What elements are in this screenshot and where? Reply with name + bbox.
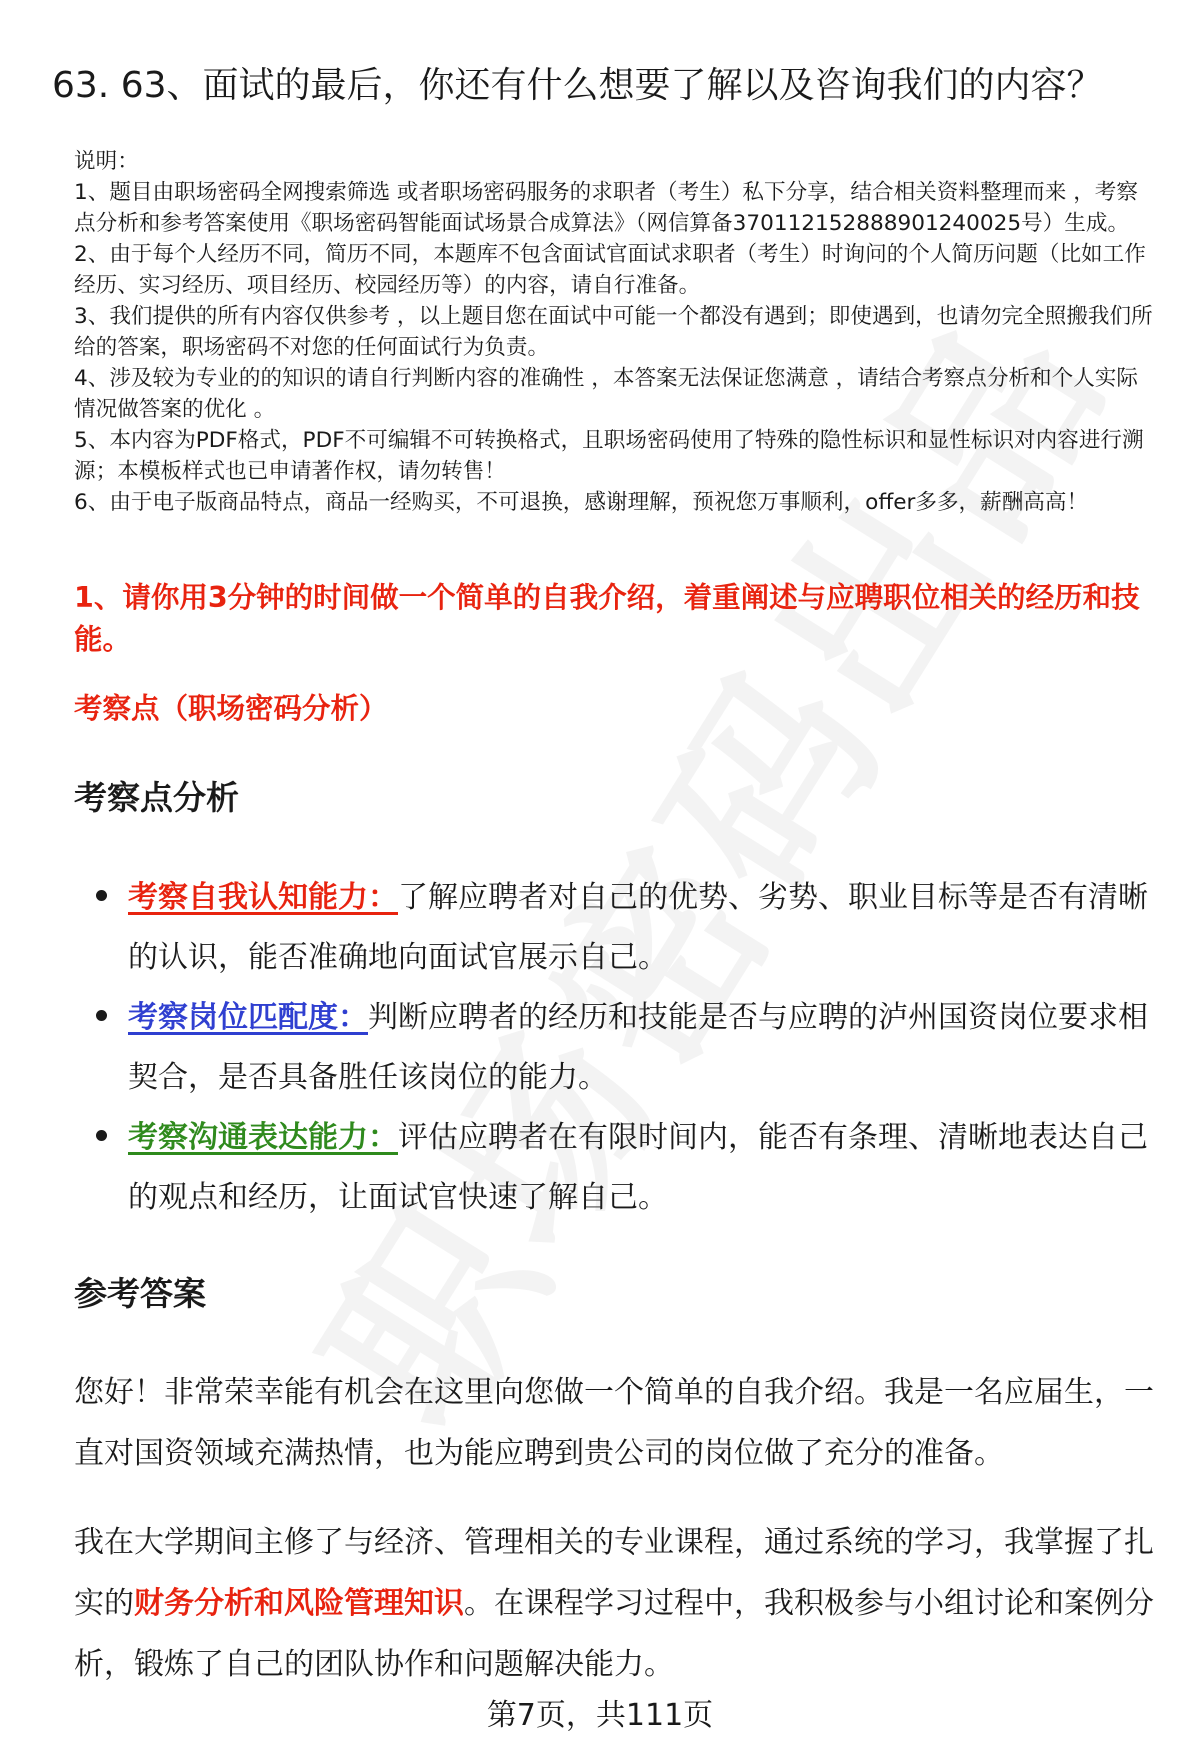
- notes-item: 4、涉及较为专业的的知识的请自行判断内容的准确性 ，本答案无法保证您满意 ，请结合考察点分析和个人实际情况做答案的优化 。: [74, 366, 1138, 422]
- analysis-keyword: 考察自我认知能力：: [128, 880, 398, 915]
- answer-text: 。在课程学习过程中，我积极参与小组讨论和案例分析，锻炼了自己的团队协作和问题解决能力。: [74, 1586, 1154, 1682]
- answer-heading: 参考答案: [74, 1274, 206, 1313]
- answer-paragraph: [74, 1512, 1154, 1695]
- answer-paragraph: 您好！非常荣幸能有机会在这里向您做一个简单的自我介绍。我是一名应届生，一直对国资领域充满热情，也为能应聘到贵公司的岗位做了充分的准备。: [74, 1375, 1154, 1471]
- notes-heading: 说明：: [74, 149, 139, 174]
- analysis-bullet: [96, 868, 1156, 988]
- analysis-keyword: 考察岗位匹配度：: [128, 1000, 368, 1035]
- bullet-dot-icon: [96, 890, 107, 901]
- notes-item: 1、题目由职场密码全网搜索筛选 或者职场密码服务的求职者（考生）私下分享，结合相关资料整理而来 ，考察点分析和参考答案使用《职场密码智能面试场景合成算法》（网信算备370112152888901240025号）生成。: [74, 180, 1138, 236]
- bullet-dot-icon: [96, 1010, 107, 1021]
- analysis-bullet: [96, 1108, 1156, 1228]
- analysis-text: 了解应聘者对自己的优势、劣势、职业目标等是否有清晰的认识，能否准确地向面试官展示自己。: [128, 880, 1148, 975]
- analysis-keyword: 考察沟通表达能力：: [128, 1120, 398, 1155]
- bullet-dot-icon: [96, 1130, 107, 1141]
- answer-highlight: 财务分析和风险管理知识: [134, 1586, 464, 1621]
- notes-item: 2、由于每个人经历不同，简历不同，本题库不包含面试官面试求职者（考生）时询问的个人简历问题（比如工作经历、实习经历、项目经历、校园经历等）的内容，请自行准备。: [74, 242, 1146, 298]
- interview-question-1: 1、请你用3分钟的时间做一个简单的自我介绍，着重阐述与应聘职位相关的经历和技能。: [74, 581, 1140, 656]
- analysis-text: 判断应聘者的经历和技能是否与应聘的泸州国资岗位要求相契合，是否具备胜任该岗位的能力。: [128, 1000, 1148, 1095]
- notes-item: 5、本内容为PDF格式，PDF不可编辑不可转换格式，且职场密码使用了特殊的隐性标识和显性标识对内容进行溯源；本模板样式也已申请著作权，请勿转售！: [74, 428, 1144, 484]
- question-title: 63. 63、面试的最后，你还有什么想要了解以及咨询我们的内容？: [52, 65, 1103, 106]
- notes-item: 6、由于电子版商品特点，商品一经购买，不可退换，感谢理解，预祝您万事顺利，offer多多，薪酬高高！: [74, 490, 1089, 515]
- analysis-text: 评估应聘者在有限时间内，能否有条理、清晰地表达自己的观点和经历，让面试官快速了解自己。: [128, 1120, 1148, 1215]
- answer-text: 我在大学期间主修了与经济、管理相关的专业课程，通过系统的学习，我掌握了扎实的: [74, 1525, 1154, 1621]
- kaochadian-label: 考察点（职场密码分析）: [74, 692, 388, 725]
- analysis-heading: 考察点分析: [74, 778, 239, 817]
- notes-item: 3、我们提供的所有内容仅供参考 ，以上题目您在面试中可能一个都没有遇到；即使遇到，也请勿完全照搬我们所给的答案，职场密码不对您的任何面试行为负责。: [74, 304, 1153, 360]
- page-number-footer: 第7页，共111页: [486, 1698, 714, 1733]
- analysis-list: [96, 868, 1156, 1228]
- disclaimer-notes: [74, 146, 1154, 518]
- analysis-bullet: [96, 988, 1156, 1108]
